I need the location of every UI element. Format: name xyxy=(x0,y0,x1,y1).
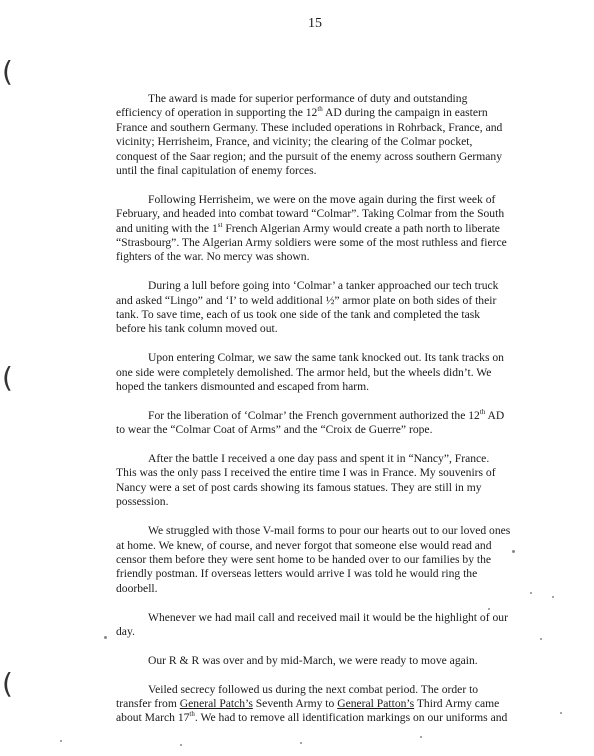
paragraph-v-mail: We struggled with those V-mail forms to pour our hearts out to our loved ones at home. We knew, of course, and never forgot that someone else would read and censor them before they were sent home to be handed over to our families by the friendly postman. If overseas letters would arrive I was told he would ring the doorbell. xyxy=(116,524,511,595)
document-body xyxy=(116,92,512,740)
scan-speckle xyxy=(512,550,515,553)
paragraph-tank-welding: During a lull before going into ‘Colmar’ a tanker approached our tech truck and asked “Lingo” and ‘I’ to weld additional ½” armor plate on both sides of their tank. To save time, each of us took one side of the tank and completed the task before his tank column moved out. xyxy=(116,279,499,336)
binder-hole-mark: ( xyxy=(2,55,13,88)
scan-speckle xyxy=(530,592,532,594)
scan-speckle xyxy=(560,712,562,714)
scan-speckle xyxy=(104,636,107,639)
scan-speckle xyxy=(540,638,542,640)
paragraph-mail-call: Whenever we had mail call and received mail it would be the highlight of our day. xyxy=(116,610,508,638)
scan-speckle xyxy=(300,742,302,744)
scan-speckle xyxy=(552,596,554,598)
paragraph-entering-colmar: Upon entering Colmar, we saw the same tank knocked out. Its tank tracks on one side were completely demolished. The armor held, but the wheels didn’t. We hoped the tankers dismounted and escaped from harm. xyxy=(116,351,504,394)
paragraph-award: The award is made for superior performance of duty and outstanding efficiency of operation in supporting the 12th AD during the campaign in eastern France and southern Germany. These included operations in Rohrback, France, and vicinity; Herrisheim, France, and vicinity; the clearing of the Colmar pocket, conquest of the Saar region; and the pursuit of the enemy across southern Germany until the final capitulation of enemy forces. xyxy=(116,92,503,178)
scan-speckle xyxy=(488,608,490,610)
paragraph-r-and-r: Our R & R was over and by mid-March, we were ready to move again. xyxy=(148,653,478,667)
scan-speckle xyxy=(180,744,182,746)
paragraph-colmar-advance: Following Herrisheim, we were on the move again during the first week of February, and headed into combat toward “Colmar”. Taking Colmar from the South and uniting with the 1st French Algerian Army would create a path north to liberate “Strasbourg”. The Algerian Army soldiers were some of the most ruthless and fierce fighters of the war. No mercy was shown. xyxy=(116,192,507,264)
binder-hole-mark: ( xyxy=(2,667,13,700)
scan-speckle xyxy=(60,740,62,742)
scan-speckle xyxy=(420,736,422,738)
paragraph-colmar-honors: For the liberation of ‘Colmar’ the French government authorized the 12th AD to wear the “Colmar Coat of Arms” and the “Croix de Guerre” rope. xyxy=(116,408,505,437)
paragraph-transfer-order: Veiled secrecy followed us during the next combat period. The order to transfer from General Patch’s Seventh Army to General Patton’s Third Army came about March 17th. We had to remove all identification markings on our uniforms and xyxy=(116,682,508,725)
paragraph-nancy-pass: After the battle I received a one day pass and spent it in “Nancy”, France. This was the only pass I received the entire time I was in France. My souvenirs of Nancy were a set of post cards showing its famous statues. They are still in my possession. xyxy=(116,452,496,509)
binder-hole-mark: ( xyxy=(2,361,13,394)
page-number: 15 xyxy=(308,16,322,31)
